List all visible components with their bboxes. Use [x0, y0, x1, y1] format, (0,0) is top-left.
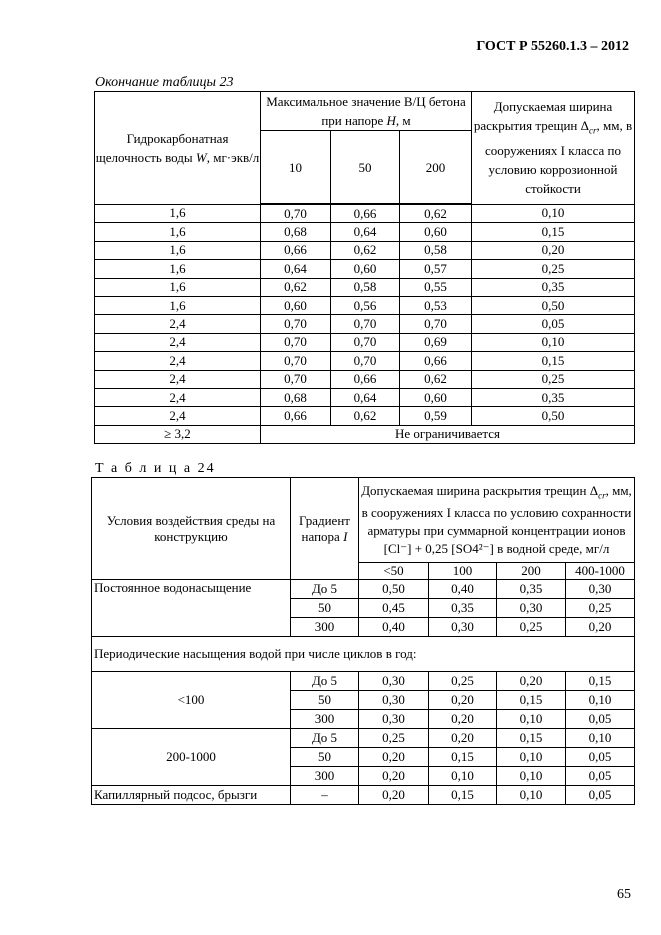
- table-cell: 0,05: [566, 710, 635, 729]
- table-cell: 0,62: [331, 241, 400, 259]
- t23-wc-header: Максимальное значение В/Ц бетона при напоре H, м: [261, 92, 472, 131]
- t23-crack-header: Допускаемая ширина раскрытия трещин $\Delta_{cr}$, мм, в сооружениях I класса по условию коррозионной стойкости: [472, 92, 635, 205]
- table-cell: 0,20: [359, 748, 429, 767]
- table-cell: 0,60: [400, 388, 472, 406]
- table-cell: 0,10: [472, 204, 635, 223]
- table-cell: 0,20: [566, 618, 635, 637]
- table-row: [95, 370, 635, 388]
- table-cell: 0,40: [359, 618, 429, 637]
- table-cell: 0,35: [472, 278, 635, 296]
- table-row: [95, 315, 635, 333]
- table-cell: 0,15: [497, 729, 566, 748]
- table-cell: 0,15: [472, 223, 635, 241]
- table-24: [91, 477, 635, 805]
- table-row: [95, 260, 635, 278]
- table-cell: 0,58: [331, 278, 400, 296]
- table-cell: 0,55: [400, 278, 472, 296]
- table-cell: 0,66: [400, 352, 472, 370]
- table-cell: До 5: [291, 729, 359, 748]
- t23-pressure-200: 200: [400, 131, 472, 205]
- table-cell: 0,25: [429, 672, 497, 691]
- table-cell: 0,56: [331, 296, 400, 314]
- table-cell: 0,40: [429, 580, 497, 599]
- table-cell: 0,58: [400, 241, 472, 259]
- table-cell: 0,20: [359, 767, 429, 786]
- table-cell: 0,59: [400, 407, 472, 425]
- table-cell: 0,70: [261, 370, 331, 388]
- t24-capillary-label: Капиллярный подсос, брызги: [92, 786, 291, 805]
- table-cell: 0,68: [261, 223, 331, 241]
- table-cell: 0,66: [331, 204, 400, 223]
- table-cell: 1,6: [95, 241, 261, 259]
- t24-conc-lt50: <50: [359, 563, 429, 580]
- table-row: [95, 352, 635, 370]
- table-cell: 0,70: [261, 333, 331, 351]
- table-row: [95, 278, 635, 296]
- table24-caption: Т а б л и ц а 24: [95, 461, 216, 476]
- table-cell: 0,68: [261, 388, 331, 406]
- t23-last-w: ≥ 3,2: [95, 425, 261, 443]
- table-cell: 0,64: [331, 223, 400, 241]
- table-row-last: [95, 425, 635, 443]
- table-cell: 0,20: [497, 672, 566, 691]
- table-cell: 0,30: [359, 691, 429, 710]
- t24-conditions-header: Условия воздействия среды на конструкцию: [92, 478, 291, 580]
- table-cell: 0,25: [359, 729, 429, 748]
- table-cell: 0,05: [566, 748, 635, 767]
- table-cell: 1,6: [95, 204, 261, 223]
- t23-pressure-50: 50: [331, 131, 400, 205]
- table-cell: 0,70: [331, 333, 400, 351]
- table-cell: 0,10: [497, 748, 566, 767]
- table-row: [95, 296, 635, 314]
- document-header: ГОСТ Р 55260.1.3 – 2012: [476, 39, 629, 54]
- table-cell: 0,25: [472, 260, 635, 278]
- table-cell: До 5: [291, 672, 359, 691]
- table-cell: 0,20: [429, 729, 497, 748]
- table-cell: 0,25: [566, 599, 635, 618]
- t24-group-200-1000-label: 200-1000: [92, 729, 291, 786]
- table-cell: 0,10: [566, 691, 635, 710]
- table-cell: 0,60: [261, 296, 331, 314]
- table-cell: 1,6: [95, 223, 261, 241]
- table-cell: 0,15: [429, 748, 497, 767]
- table-cell: 0,15: [472, 352, 635, 370]
- table-row: [95, 407, 635, 425]
- t24-permanent-label: Постоянное водонасыщение: [92, 580, 291, 637]
- table-cell: 50: [291, 748, 359, 767]
- table-cell: 1,6: [95, 296, 261, 314]
- table-cell: 0,50: [472, 407, 635, 425]
- table-cell: 0,20: [429, 710, 497, 729]
- t24-crack-header: Допускаемая ширина раскрытия трещин $\Delta_{cr}$, мм, в сооружениях I класса по условию сохранности арматуры при суммарной концентрации ионов [Cl⁻] + 0,25 [SO4²⁻] в водной среде, мг/л: [359, 478, 635, 563]
- table-cell: 0,30: [497, 599, 566, 618]
- table-cell: 0,30: [566, 580, 635, 599]
- table-row: [95, 388, 635, 406]
- table-cell: –: [291, 786, 359, 805]
- table-cell: 0,30: [359, 710, 429, 729]
- table-cell: 0,05: [566, 767, 635, 786]
- table-cell: 0,62: [400, 370, 472, 388]
- table-cell: 50: [291, 599, 359, 618]
- table-cell: 0,64: [261, 260, 331, 278]
- table-row: [95, 333, 635, 351]
- table-cell: 0,66: [261, 407, 331, 425]
- table-cell: 300: [291, 710, 359, 729]
- table-cell: 0,50: [359, 580, 429, 599]
- table-cell: 0,35: [472, 388, 635, 406]
- table23-caption: Окончание таблицы 23: [95, 75, 234, 90]
- table-cell: 2,4: [95, 370, 261, 388]
- table-cell: 0,20: [359, 786, 429, 805]
- table-23: [94, 91, 635, 444]
- table-cell: 0,20: [429, 691, 497, 710]
- table-cell: 0,10: [472, 333, 635, 351]
- table-cell: 0,45: [359, 599, 429, 618]
- table-cell: 0,25: [497, 618, 566, 637]
- table-cell: 0,10: [429, 767, 497, 786]
- table-cell: 0,20: [472, 241, 635, 259]
- table-cell: 0,70: [261, 352, 331, 370]
- t23-pressure-10: 10: [261, 131, 331, 205]
- table-cell: 0,15: [429, 786, 497, 805]
- table-cell: 0,64: [331, 388, 400, 406]
- table-cell: 300: [291, 767, 359, 786]
- t24-conc-200: 200: [497, 563, 566, 580]
- t23-last-text: Не ограничивается: [261, 425, 635, 443]
- table-cell: 0,70: [261, 204, 331, 223]
- table-cell: 1,6: [95, 278, 261, 296]
- table-cell: 2,4: [95, 352, 261, 370]
- t24-conc-400-1000: 400-1000: [566, 563, 635, 580]
- t24-gradient-header: Градиент напора I: [291, 478, 359, 580]
- table-cell: 0,30: [429, 618, 497, 637]
- table-row: [95, 223, 635, 241]
- t24-conc-100: 100: [429, 563, 497, 580]
- table-cell: 0,10: [497, 710, 566, 729]
- table-cell: 0,10: [566, 729, 635, 748]
- table-cell: 0,10: [497, 767, 566, 786]
- table-cell: 2,4: [95, 388, 261, 406]
- table-cell: 1,6: [95, 260, 261, 278]
- table-cell: 0,50: [472, 296, 635, 314]
- table-cell: 0,57: [400, 260, 472, 278]
- table-row: [95, 241, 635, 259]
- table-cell: 2,4: [95, 315, 261, 333]
- table-cell: 0,05: [566, 786, 635, 805]
- table-cell: 0,60: [400, 223, 472, 241]
- page-number: 65: [617, 887, 631, 902]
- table-cell: До 5: [291, 580, 359, 599]
- table-cell: 0,69: [400, 333, 472, 351]
- table-cell: 0,35: [429, 599, 497, 618]
- table-cell: 0,70: [331, 315, 400, 333]
- table-cell: 0,05: [472, 315, 635, 333]
- table-cell: 0,25: [472, 370, 635, 388]
- table-cell: 2,4: [95, 407, 261, 425]
- table-cell: 2,4: [95, 333, 261, 351]
- table-cell: 0,30: [359, 672, 429, 691]
- table-cell: 0,62: [331, 407, 400, 425]
- table-cell: 300: [291, 618, 359, 637]
- table-cell: 0,66: [261, 241, 331, 259]
- table-cell: 0,53: [400, 296, 472, 314]
- table-cell: 0,60: [331, 260, 400, 278]
- table-cell: 0,70: [400, 315, 472, 333]
- t24-group-lt100-label: <100: [92, 672, 291, 729]
- table-cell: 0,62: [261, 278, 331, 296]
- table-cell: 0,15: [566, 672, 635, 691]
- table-cell: 50: [291, 691, 359, 710]
- table-cell: 0,15: [497, 691, 566, 710]
- table-cell: 0,70: [261, 315, 331, 333]
- table-cell: 0,66: [331, 370, 400, 388]
- table-cell: 0,10: [497, 786, 566, 805]
- table-cell: 0,62: [400, 204, 472, 223]
- table-row: [95, 204, 635, 223]
- t23-col-w-header: Гидрокарбонатная щелочность воды W, мг·экв/л: [95, 92, 261, 205]
- table-cell: 0,35: [497, 580, 566, 599]
- table-cell: 0,70: [331, 352, 400, 370]
- t24-periodic-label: Периодические насыщения водой при числе циклов в год:: [92, 637, 635, 672]
